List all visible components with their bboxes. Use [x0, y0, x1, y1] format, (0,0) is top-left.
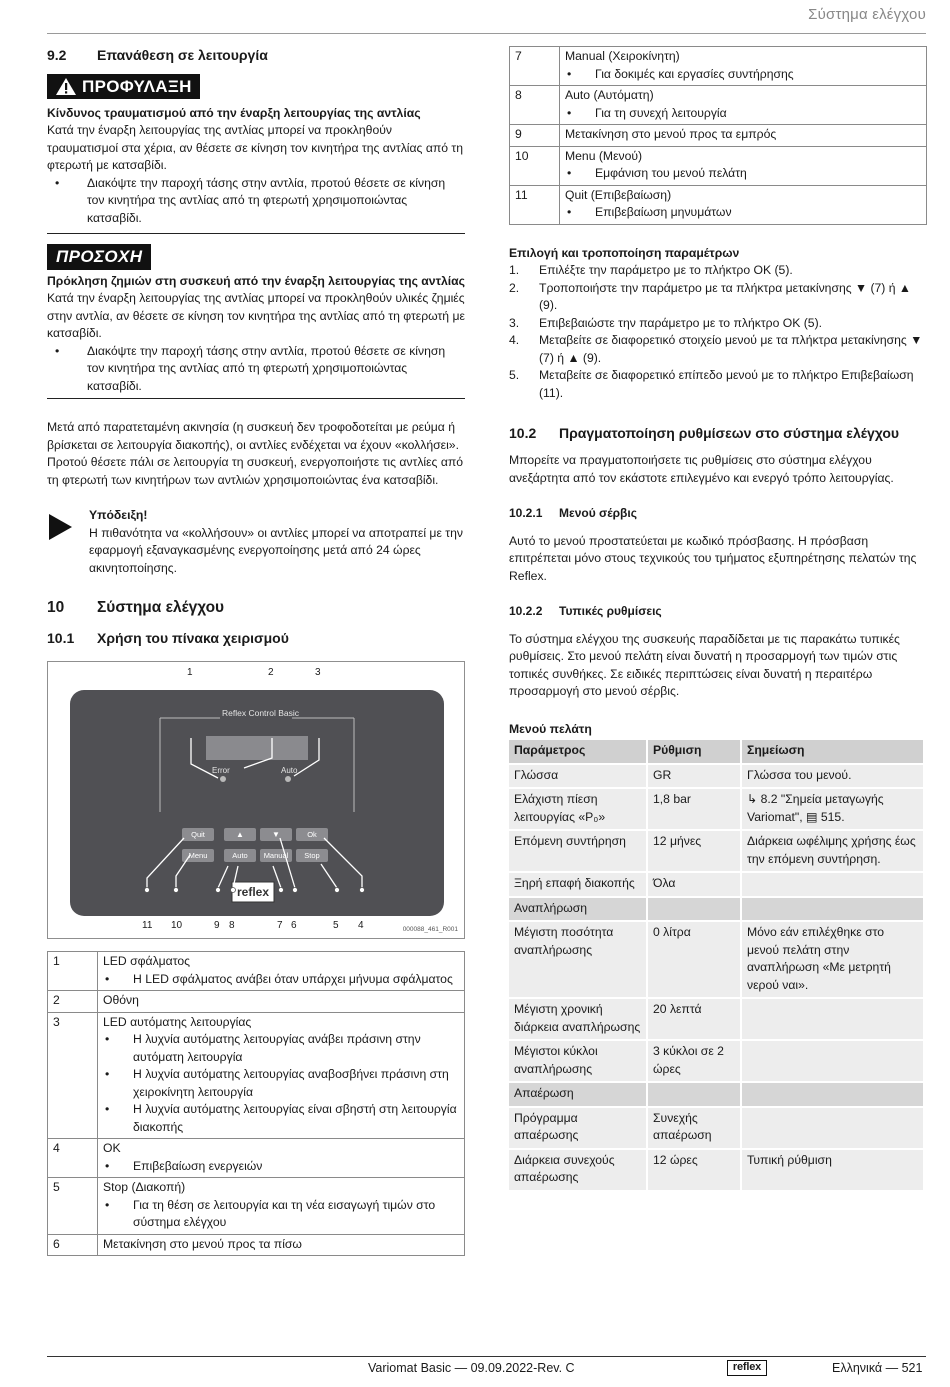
header-title: Σύστημα ελέγχου	[808, 6, 926, 23]
key-number: 3	[48, 1012, 98, 1139]
warning-heading: Κίνδυνος τραυματισμού από την έναρξη λειτουργίας της αντλίας	[47, 105, 421, 120]
table-cell: Απαέρωση	[509, 1083, 646, 1106]
key-bullet: • Για τη συνεχή λειτουργία	[565, 105, 921, 123]
caution-text: Κατά την έναρξη λειτουργίας της αντλίας μπορεί να προκληθούν υλικές ζημιές στην αντλία, αν θέσετε σε κίνηση τον κινητήρα της αντλίας από τη φτερωτή με κατσαβίδι.	[47, 291, 465, 340]
table-cell: Γλώσσα	[509, 765, 646, 788]
step-text: Επιλέξτε την παράμετρο με το πλήκτρο OK (5).	[539, 263, 793, 277]
table-cell: 0 λίτρα	[648, 922, 740, 997]
section-10-2-heading	[509, 424, 927, 442]
callout-5: 5	[333, 920, 339, 931]
table-row	[48, 1234, 465, 1256]
step-number: 3.	[509, 315, 520, 330]
caution-bullet: • Διακόψτε την παροχή τάσης στην αντλία, προτού θέσετε σε κίνηση τον κινητήρα της αντλίας από τη φτερωτή χρησιμοποιώντας κατσαβίδι.	[47, 343, 465, 396]
table-cell	[742, 873, 923, 896]
figure-btn-ok: Ok	[307, 830, 317, 839]
section-number: 10.1	[47, 630, 75, 646]
section-title: Επανάθεση σε λειτουργία	[97, 47, 268, 63]
section-number: 10.2.1	[509, 506, 543, 520]
section-number: 10	[47, 599, 65, 616]
key-label: Quit (Επιβεβαίωση)	[565, 187, 672, 202]
warning-box	[47, 64, 465, 234]
key-bullet: • Εμφάνιση του μενού πελάτη	[565, 165, 921, 183]
key-bullet: • Η λυχνία αυτόματης λειτουργίας ανάβει πράσινη στην αυτόματη λειτουργία	[103, 1031, 459, 1066]
key-description	[560, 47, 927, 86]
figure-btn-quit: Quit	[191, 830, 205, 839]
key-bullet: • Για τη θέση σε λειτουργία και τη νέα εισαγωγή τιμών στο σύστημα ελέγχου	[103, 1197, 459, 1232]
figure-brand-label: Reflex Control Basic	[222, 708, 300, 718]
table-cell: 12 ώρες	[648, 1150, 740, 1190]
caution-heading: Πρόκληση ζημιών στη συσκευή από την έναρξη λειτουργίας της αντλίας	[47, 273, 466, 288]
note-arrow-icon	[47, 507, 89, 577]
key-description	[560, 86, 927, 125]
figure-led-auto-label: Auto	[281, 766, 298, 775]
key-description	[560, 125, 927, 147]
control-panel-figure	[47, 661, 465, 939]
key-description	[98, 1178, 465, 1235]
table-row	[509, 922, 923, 997]
key-label: Auto (Αυτόματη)	[565, 88, 654, 102]
table-cell	[742, 1108, 923, 1148]
table-row	[48, 952, 465, 991]
note-block	[47, 507, 465, 577]
table-row	[509, 1108, 923, 1148]
list-item	[509, 315, 927, 333]
section-10-2-1-text: Αυτό το μενού προστατεύεται με κωδικό πρόσβασης. Η πρόσβαση επιτρέπεται μόνο στους τεχνικούς του τμήματος εξυπηρέτησης πελατών της Reflex.	[509, 533, 917, 583]
key-description	[98, 1234, 465, 1256]
table-cell: Αναπλήρωση	[509, 898, 646, 921]
table-cell	[742, 898, 923, 921]
figure-btn-manual: Manual	[263, 851, 289, 860]
warning-triangle-icon	[55, 77, 77, 96]
figure-btn-stop: Stop	[304, 851, 320, 860]
header-rule	[47, 33, 926, 34]
key-number: 10	[510, 146, 560, 185]
table-cell: 12 μήνες	[648, 831, 740, 871]
step-text: Μεταβείτε σε διαφορετικό επίπεδο μενού με το πλήκτρο Επιβεβαίωση (11).	[539, 368, 914, 400]
params-heading: Επιλογή και τροποποίηση παραμέτρων	[509, 245, 740, 260]
footer-rule	[47, 1356, 926, 1357]
key-label: Οθόνη	[103, 993, 139, 1007]
table-cell: GR	[648, 765, 740, 788]
footer-reflex-logo: reflex	[727, 1360, 767, 1376]
note-label: Υπόδειξη!	[89, 508, 148, 522]
key-bullet: • Επιβεβαίωση ενεργειών	[103, 1158, 459, 1176]
table-header-row	[509, 740, 923, 763]
section-10-2-1-heading	[509, 505, 927, 523]
table-row	[509, 999, 923, 1039]
table-row	[510, 185, 927, 224]
key-label: Μετακίνηση στο μενού προς τα εμπρός	[565, 127, 777, 141]
callout-3: 3	[315, 667, 321, 678]
table-row	[509, 789, 923, 829]
column-header: Σημείωση	[742, 740, 923, 763]
table-cell: ↳ 8.2 "Σημεία μεταγωγής Variomat", ▤ 515.	[742, 789, 923, 829]
footer-doc-info: Variomat Basic — 09.09.2022-Rev. C	[368, 1361, 575, 1375]
warning-text: Κατά την έναρξη λειτουργίας της αντλίας μπορεί να προκληθούν τραυματισμοί στα χέρια, αν θέσετε σε κίνηση τον κινητήρα της αντλίας από τη φτερωτή με κατσαβίδι.	[47, 123, 464, 172]
table-cell	[648, 1083, 740, 1106]
table-cell: Ξηρή επαφή διακοπής	[509, 873, 646, 896]
section-number: 10.2	[509, 425, 537, 441]
key-bullet: • Η λυχνία αυτόματης λειτουργίας αναβοσβήνει πράσινη στη χειροκίνητη λειτουργία	[103, 1066, 459, 1101]
table-row	[48, 1139, 465, 1178]
key-label: Manual (Χειροκίνητη)	[565, 49, 680, 63]
table-cell: Μόνο εάν επιλέχθηκε στο μενού πελάτη στην αναπλήρωση «Με μετρητή νερού ναι».	[742, 922, 923, 997]
key-description	[98, 1012, 465, 1139]
step-text: Τροποποιήστε την παράμετρο με τα πλήκτρα μετακίνησης ▼ (7) ή ▲ (9).	[539, 280, 911, 312]
table-row	[48, 1012, 465, 1139]
key-number: 7	[510, 47, 560, 86]
figure-btn-up: ▲	[236, 830, 244, 839]
key-description	[98, 1139, 465, 1178]
section-title: Σύστημα ελέγχου	[97, 599, 225, 616]
table-row	[48, 991, 465, 1013]
table-row	[509, 831, 923, 871]
table-row	[509, 873, 923, 896]
table-row	[510, 146, 927, 185]
table-group-row	[509, 898, 923, 921]
key-bullet: • Για δοκιμές και εργασίες συντήρησης	[565, 66, 921, 84]
list-item	[509, 332, 927, 367]
key-label: LED αυτόματης λειτουργίας	[103, 1014, 252, 1029]
customer-menu-table	[507, 738, 925, 1192]
step-number: 4.	[509, 333, 520, 347]
callout-8: 8	[229, 920, 235, 931]
section-9-2-heading	[47, 46, 465, 64]
table-row	[510, 47, 927, 86]
figure-code: 000088_461_R001	[402, 926, 458, 933]
key-label: Stop (Διακοπή)	[103, 1180, 186, 1194]
key-table-right	[509, 46, 927, 225]
table-cell: 20 λεπτά	[648, 999, 740, 1039]
column-header: Ρύθμιση	[648, 740, 740, 763]
key-number: 8	[510, 86, 560, 125]
table-cell: Όλα	[648, 873, 740, 896]
key-label: LED σφάλματος	[103, 954, 191, 968]
table-cell: Επόμενη συντήρηση	[509, 831, 646, 871]
section-title: Πραγματοποίηση ρυθμίσεων στο σύστημα ελέγχου	[559, 425, 900, 441]
right-column	[509, 46, 927, 1192]
key-bullet: • Η LED σφάλματος ανάβει όταν υπάρχει μήνυμα σφάλματος	[103, 971, 459, 989]
figure-btn-menu: Menu	[188, 851, 208, 860]
section-title: Χρήση του πίνακα χειρισμού	[97, 630, 289, 646]
step-text: Επιβεβαιώστε την παράμετρο με το πλήκτρο OK (5).	[539, 315, 823, 330]
figure-btn-down: ▼	[272, 830, 280, 839]
table-cell	[648, 898, 740, 921]
restart-paragraph: Μετά από παρατεταμένη ακινησία (η συσκευή δεν τροφοδοτείται με ρεύμα ή βρίσκεται σε λειτουργία διακοπής), οι αντλίες ενδέχεται να έχουν «κολλήσει». Προτού θέσετε πάλι σε λειτουργία τη συσκευή, ενεργοποιήστε τις αντλίες από τη φτερωτή των κινητήρων των αντλιών χρησιμοποιώντας ένα κατσαβίδι.	[47, 420, 464, 487]
warning-bullet: • Διακόψτε την παροχή τάσης στην αντλία, προτού θέσετε σε κίνηση τον κινητήρα της αντλίας από τη φτερωτή χρησιμοποιώντας κατσαβίδι.	[47, 175, 465, 228]
table-cell: Γλώσσα του μενού.	[742, 765, 923, 788]
section-title: Μενού σέρβις	[559, 506, 637, 520]
caution-box	[47, 244, 465, 399]
figure-led-error-label: Error	[212, 766, 230, 775]
table-cell	[742, 999, 923, 1039]
table-cell: Τυπική ρύθμιση	[742, 1150, 923, 1190]
table-cell: Διάρκεια συνεχούς απαέρωσης	[509, 1150, 646, 1190]
table-cell: Διάρκεια ωφέλιμης χρήσης έως την επόμενη συντήρηση.	[742, 831, 923, 871]
column-header: Παράμετρος	[509, 740, 646, 763]
key-number: 11	[510, 185, 560, 224]
table-row	[509, 1041, 923, 1081]
footer-lang-page: Ελληνικά — 521	[832, 1361, 923, 1375]
callout-1: 1	[187, 667, 193, 678]
step-number: 5.	[509, 368, 520, 382]
callout-9: 9	[214, 920, 220, 931]
step-text: Μεταβείτε σε διαφορετικό στοιχείο μενού με τα πλήκτρα μετακίνησης ▼ (7) ή ▲ (9).	[539, 333, 923, 365]
table-row	[48, 1178, 465, 1235]
key-number: 6	[48, 1234, 98, 1256]
table-row	[509, 765, 923, 788]
table-cell: Πρόγραμμα απαέρωσης	[509, 1108, 646, 1148]
key-table-left	[47, 951, 465, 1256]
key-number: 9	[510, 125, 560, 147]
key-description	[560, 185, 927, 224]
callout-11: 11	[142, 920, 153, 931]
figure-btn-auto: Auto	[232, 851, 248, 860]
figure-reflex-logo: reflex	[236, 885, 270, 899]
section-10-heading	[47, 599, 465, 617]
table-cell: Μέγιστη χρονική διάρκεια αναπλήρωσης	[509, 999, 646, 1039]
list-item	[509, 367, 927, 402]
table-cell	[742, 1041, 923, 1081]
list-item	[509, 280, 927, 315]
table-cell: Μέγιστοι κύκλοι αναπλήρωσης	[509, 1041, 646, 1081]
key-label: Menu (Μενού)	[565, 148, 643, 163]
warning-label: ΠΡΟΦΥΛΑΞΗ	[82, 76, 192, 96]
section-number: 9.2	[47, 47, 67, 63]
table-cell: Μέγιστη ποσότητα αναπλήρωσης	[509, 922, 646, 997]
note-text: Η πιθανότητα να «κολλήσουν» οι αντλίες μπορεί να αποτραπεί με την εφαρμογή εξαναγκασμένης ενεργοποίησης μετά από 24 ώρες ακινητοποίησης.	[89, 525, 463, 575]
key-number: 1	[48, 952, 98, 991]
params-steps	[509, 262, 927, 402]
table-group-row	[509, 1083, 923, 1106]
table-row	[510, 86, 927, 125]
step-number: 1.	[509, 263, 520, 277]
callout-10: 10	[171, 920, 183, 931]
key-description	[98, 991, 465, 1013]
warning-badge	[47, 74, 200, 99]
table-cell: Συνεχής απαέρωση	[648, 1108, 740, 1148]
key-description	[560, 146, 927, 185]
section-10-1-heading	[47, 629, 465, 647]
step-number: 2.	[509, 280, 520, 295]
key-bullet: • Η λυχνία αυτόματης λειτουργίας είναι σβηστή στη λειτουργία διακοπής	[103, 1101, 459, 1136]
section-10-2-2-text: Το σύστημα ελέγχου της συσκευής παραδίδεται με τις παρακάτω τυπικές ρυθμίσεις. Στο μενού πελάτη είναι δυνατή η προσαρμογή των τιμών στις τοπικές συνθήκες. Σε ειδικές περιπτώσεις είναι δυνατή η περαιτέρω προσαρμογή στο μενού σέρβις.	[509, 631, 900, 698]
callout-6: 6	[291, 920, 297, 931]
table-cell: Ελάχιστη πίεση λειτουργίας «P₀»	[509, 789, 646, 829]
table-cell	[742, 1083, 923, 1106]
left-column	[47, 46, 465, 1256]
section-10-2-text: Μπορείτε να πραγματοποιήσετε τις ρυθμίσεις στο σύστημα ελέγχου ανεξάρτητα από τον εκάστοτε επιλεγμένο και ενεργό τρόπο λειτουργίας.	[509, 453, 894, 485]
key-number: 4	[48, 1139, 98, 1178]
section-number: 10.2.2	[509, 604, 543, 618]
key-description	[98, 952, 465, 991]
table-cell: 1,8 bar	[648, 789, 740, 829]
caution-badge: ΠΡΟΣΟΧΗ	[47, 244, 151, 270]
table-row	[509, 1150, 923, 1190]
key-label: OK	[103, 1141, 121, 1155]
key-bullet: • Επιβεβαίωση μηνυμάτων	[565, 204, 921, 222]
table-cell: 3 κύκλοι σε 2 ώρες	[648, 1041, 740, 1081]
section-title: Τυπικές ρυθμίσεις	[559, 604, 662, 618]
list-item	[509, 262, 927, 280]
key-label: Μετακίνηση στο μενού προς τα πίσω	[103, 1236, 302, 1251]
key-number: 2	[48, 991, 98, 1013]
key-number: 5	[48, 1178, 98, 1235]
section-10-2-2-heading	[509, 603, 927, 621]
menu-table-caption: Μενού πελάτη	[509, 721, 592, 736]
callout-4: 4	[358, 920, 364, 931]
table-row	[510, 125, 927, 147]
callout-2: 2	[268, 667, 274, 678]
callout-7: 7	[277, 920, 283, 931]
